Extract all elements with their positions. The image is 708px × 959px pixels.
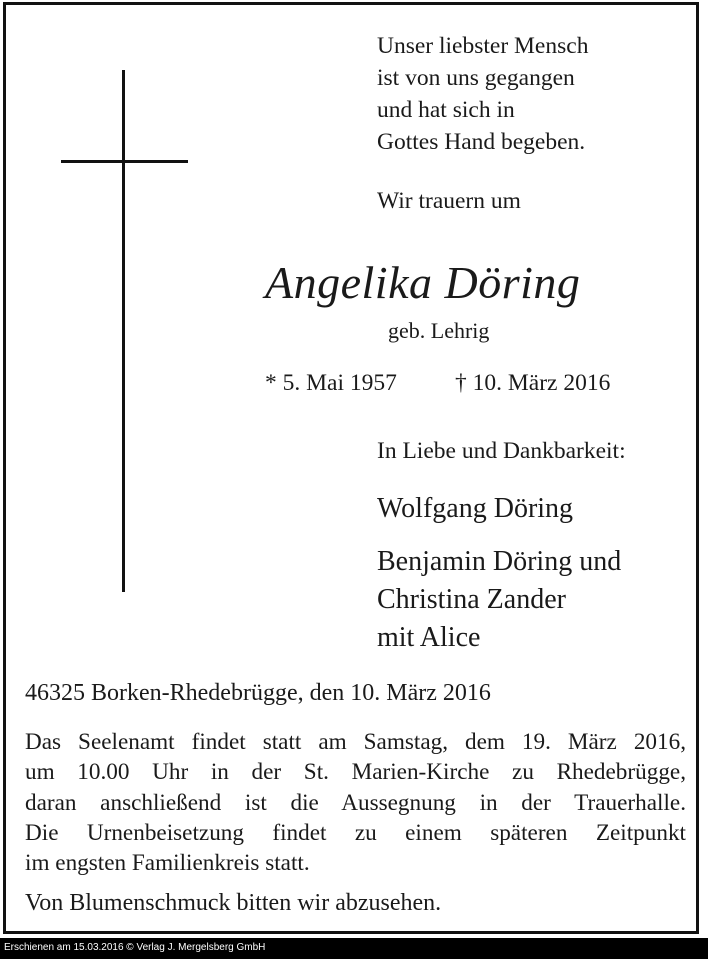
footer-text: Erschienen am 15.03.2016 © Verlag J. Mergelsberg GmbH (4, 942, 266, 953)
gratitude-line: In Liebe und Dankbarkeit: (377, 438, 626, 464)
family-member: Wolfgang Döring (377, 493, 574, 524)
service-line: Die Urnenbeisetzung findet zu einem späteren Zeitpunkt (25, 819, 686, 846)
mourn-line: Wir trauern um (377, 188, 521, 214)
maiden-name: geb. Lehrig (388, 318, 490, 343)
service-line: Das Seelenamt findet statt am Samstag, dem 19. März 2016, (25, 729, 686, 755)
poem-line: und hat sich in (377, 97, 515, 123)
service-line: im engsten Familienkreis statt. (25, 850, 310, 877)
family-member: mit Alice (377, 622, 481, 653)
poem-line: Gottes Hand begeben. (377, 129, 586, 155)
poem (377, 30, 588, 158)
birth-date: * 5. Mai 1957 (265, 370, 397, 396)
service-line: daran anschließend ist die Aussegnung in der Trauerhalle. (25, 789, 686, 816)
flowers-note: Von Blumenschmuck bitten wir abzusehen. (25, 890, 442, 916)
service-line: um 10.00 Uhr in der St. Marien-Kirche zu Rhedebrügge, (25, 759, 686, 786)
place-date: 46325 Borken-Rhedebrügge, den 10. März 2016 (25, 680, 491, 706)
death-date: † 10. März 2016 (455, 370, 611, 396)
cross-icon-bar (61, 160, 188, 163)
family-member: Benjamin Döring und (377, 546, 622, 577)
poem-line: ist von uns gegangen (377, 65, 575, 91)
deceased-name: Angelika Döring (265, 257, 581, 308)
poem-line: Unser liebster Mensch (377, 33, 589, 59)
service-paragraph (25, 727, 686, 878)
family-group (377, 543, 621, 657)
cross-icon (122, 70, 125, 592)
family-member: Christina Zander (377, 584, 566, 615)
footer-bar (0, 938, 708, 959)
